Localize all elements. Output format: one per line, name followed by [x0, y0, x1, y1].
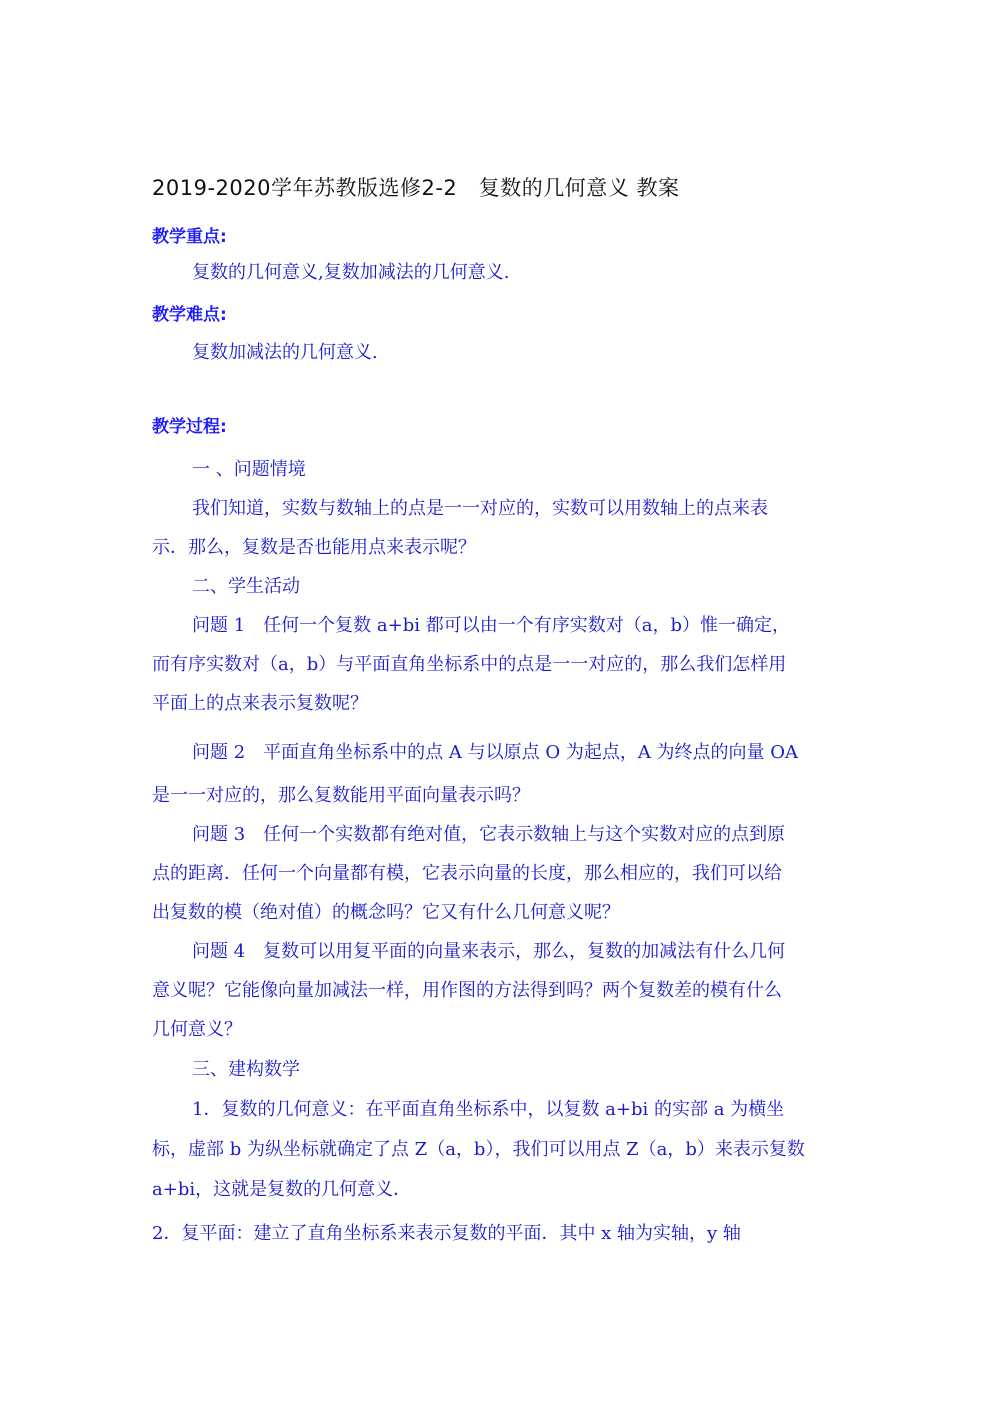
question-3-line: 出复数的模（绝对值）的概念吗？它又有什么几何意义呢？: [152, 902, 620, 923]
section-1-heading: 一 、问题情境: [192, 459, 306, 480]
question-4-line: 问题 4 复数可以用复平面的向量来表示，那么，复数的加减法有什么几何: [192, 941, 786, 962]
definition-1-line: 标，虚部 b 为纵坐标就确定了点 Z（a，b），我们可以用点 Z（a，b）来表示复数: [152, 1139, 805, 1160]
definition-1-line: a+bi，这就是复数的几何意义．: [152, 1179, 412, 1200]
paragraph-line: 示．那么，复数是否也能用点来表示呢？: [152, 537, 476, 558]
question-3-line: 问题 3 任何一个实数都有绝对值，它表示数轴上与这个实数对应的点到原: [192, 824, 786, 845]
question-3-line: 点的距离．任何一个向量都有模，它表示向量的长度，那么相应的，我们可以给: [152, 863, 782, 884]
question-1-line: 而有序实数对（a，b）与平面直角坐标系中的点是一一对应的，那么我们怎样用: [152, 654, 787, 675]
question-4-line: 意义呢？它能像向量加减法一样，用作图的方法得到吗？两个复数差的模有什么: [152, 980, 782, 1001]
section-2-heading: 二、学生活动: [192, 576, 300, 597]
difficulty-heading: 教学难点:: [152, 305, 227, 325]
document-title: 2019-2020学年苏教版选修2-2 复数的几何意义 教案: [152, 176, 680, 200]
key-points-text: 复数的几何意义,复数加减法的几何意义.: [192, 262, 510, 283]
definition-2-line: 2．复平面：建立了直角坐标系来表示复数的平面．其中 x 轴为实轴，y 轴: [152, 1223, 741, 1244]
question-1-line: 平面上的点来表示复数呢？: [152, 693, 368, 714]
key-points-heading: 教学重点:: [152, 227, 227, 247]
question-2-line: 问题 2 平面直角坐标系中的点 A 与以原点 O 为起点，A 为终点的向量 OA: [192, 742, 799, 763]
question-4-line: 几何意义？: [152, 1019, 242, 1040]
definition-1-line: 1．复数的几何意义：在平面直角坐标系中，以复数 a+bi 的实部 a 为横坐: [192, 1099, 785, 1120]
section-3-heading: 三、建构数学: [192, 1059, 300, 1080]
difficulty-text: 复数加减法的几何意义.: [192, 342, 378, 363]
process-heading: 教学过程:: [152, 417, 227, 437]
paragraph-line: 我们知道，实数与数轴上的点是一一对应的，实数可以用数轴上的点来表: [192, 498, 768, 519]
question-1-line: 问题 1 任何一个复数 a+bi 都可以由一个有序实数对（a，b）惟一确定，: [192, 615, 790, 636]
question-2-line: 是一一对应的，那么复数能用平面向量表示吗？: [152, 785, 530, 806]
